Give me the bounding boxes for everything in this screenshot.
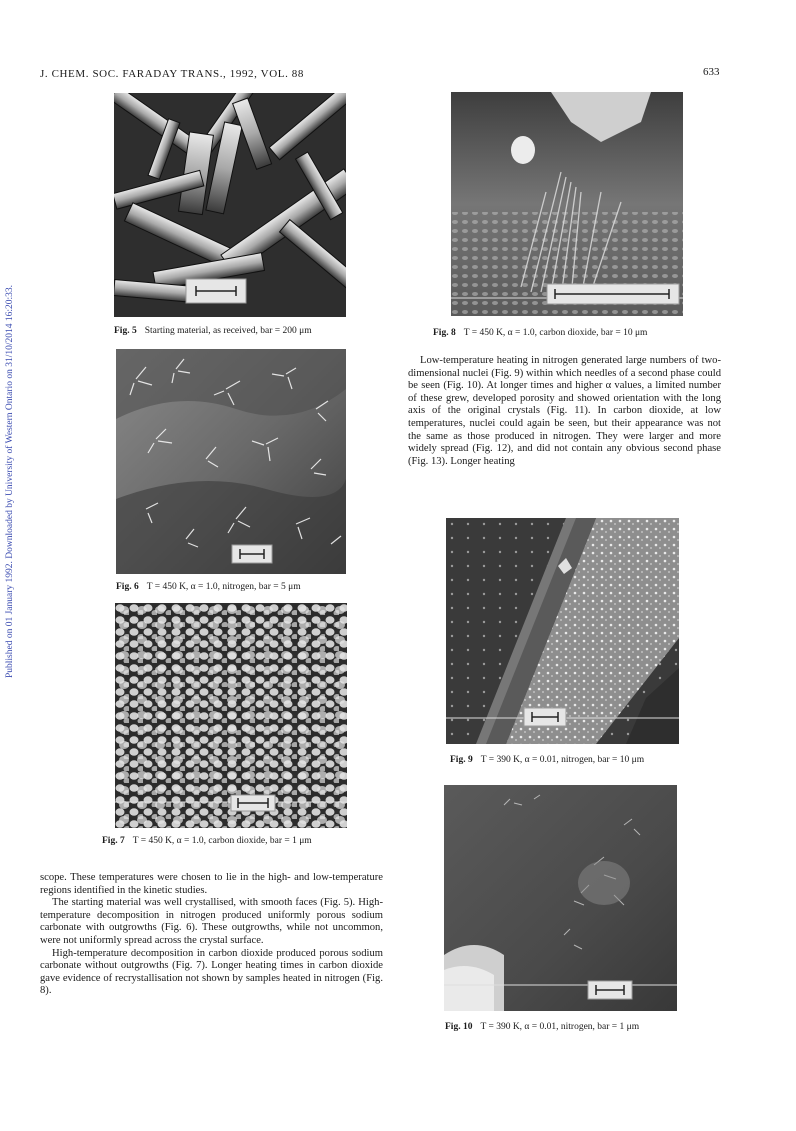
- right-paragraph-1: Low-temperature heating in nitrogen generated large numbers of two-dimensional nuclei (Fig. 9) within which needles of a second phase could be seen (Fig. 10). At longer times and higher α values, a limited number of these grew, developed porosity and showed orientation with the long axis of the original crystals (Fig. 11). In carbon dioxide, at low temperatures, nuclei could again be seen, but their appearance was not the same as those produced in nitrogen. They were larger and more widely spread (Fig. 12), and did not contain any obvious second phase (Fig. 13). Longer heating: [408, 355, 721, 467]
- left-paragraph-2: The starting material was well crystallised, with smooth faces (Fig. 5). High-temperature decomposition in nitrogen produced uniformly porous sodium carbonate with outgrowths (Fig. 6). These outgrowths, while not uncommon, were not uniformly spread across the crystal surface.: [40, 897, 383, 946]
- figure-10-caption: [445, 1022, 639, 1032]
- figure-8-image: [451, 92, 683, 316]
- figure-6-caption: [116, 582, 301, 592]
- figure-6-text: T = 450 K, α = 1.0, nitrogen, bar = 5 μm: [146, 582, 301, 592]
- figure-7-text: T = 450 K, α = 1.0, carbon dioxide, bar = 1 μm: [132, 836, 312, 846]
- left-paragraph-1: scope. These temperatures were chosen to lie in the high- and low-temperature regions identified in the kinetic studies.: [40, 872, 383, 896]
- running-header: J. CHEM. SOC. FARADAY TRANS., 1992, VOL. 88: [40, 68, 304, 80]
- figure-6-image: [116, 349, 346, 574]
- download-note: Published on 01 January 1992. Downloaded by University of Western Ontario on 31/10/2014 16:20:33.: [5, 284, 15, 678]
- left-column-text: [40, 872, 383, 998]
- figure-7-image: [115, 603, 347, 828]
- figure-9-text: T = 390 K, α = 0.01, nitrogen, bar = 10 μm: [480, 755, 645, 765]
- figure-5-caption: [114, 326, 312, 336]
- figure-6-label: Fig. 6: [116, 582, 139, 592]
- figure-10-image: [444, 785, 677, 1011]
- figure-10-text: T = 390 K, α = 0.01, nitrogen, bar = 1 μm: [480, 1022, 640, 1032]
- figure-8-text: T = 450 K, α = 1.0, carbon dioxide, bar = 10 μm: [463, 328, 648, 338]
- figure-9-image: [446, 518, 679, 744]
- figure-5-text: Starting material, as received, bar = 200 μm: [144, 326, 312, 336]
- right-column-text: [408, 355, 721, 468]
- page-number: 633: [703, 66, 720, 78]
- figure-8-caption: [433, 328, 647, 338]
- left-paragraph-3: High-temperature decomposition in carbon dioxide produced porous sodium carbonate without outgrowths (Fig. 7). Longer heating times in carbon dioxide gave evidence of recrystallisation not shown by samples heated in nitrogen (Fig. 8).: [40, 947, 383, 997]
- figure-10-label: Fig. 10: [445, 1022, 473, 1032]
- figure-7-label: Fig. 7: [102, 836, 125, 846]
- figure-5-image: [114, 93, 346, 317]
- figure-7-caption: [102, 836, 312, 846]
- figure-8-label: Fig. 8: [433, 328, 456, 338]
- figure-9-caption: [450, 755, 644, 765]
- figure-5-label: Fig. 5: [114, 326, 137, 336]
- figure-9-label: Fig. 9: [450, 755, 473, 765]
